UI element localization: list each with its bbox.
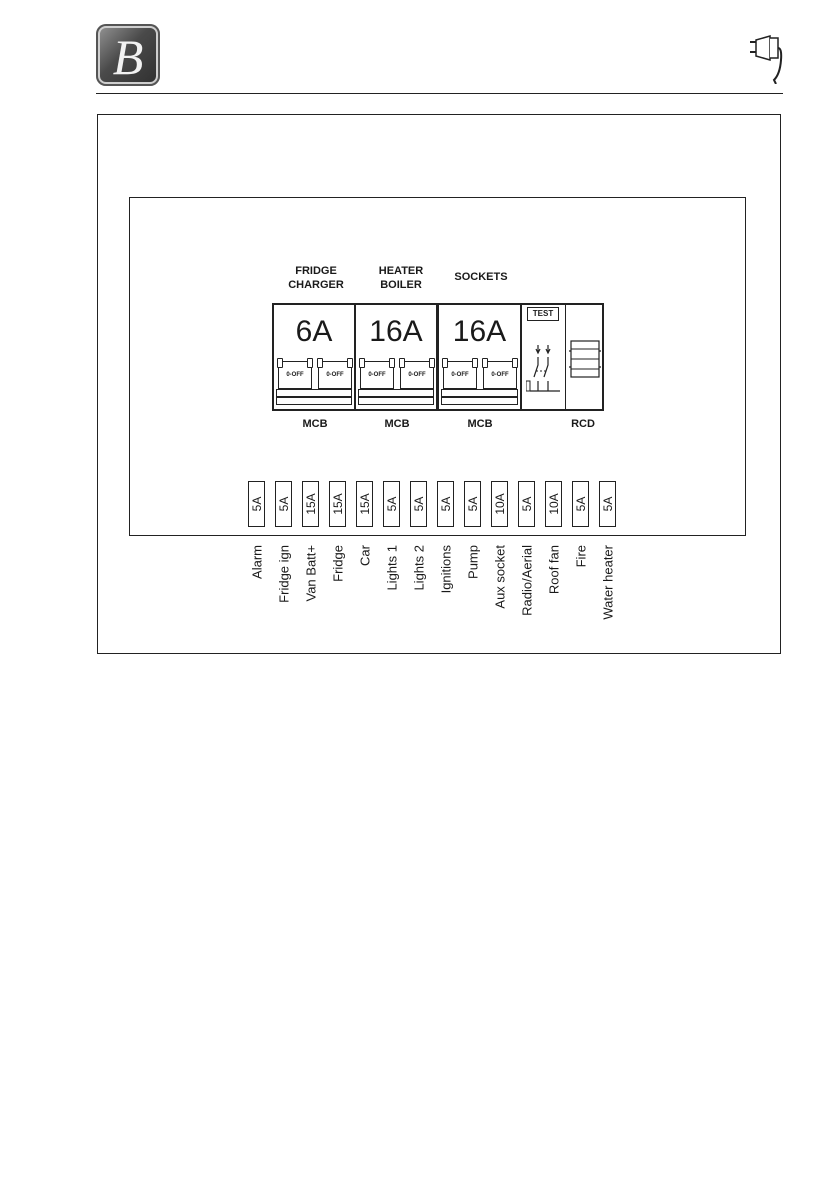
mcb-rating: 16A (452, 315, 507, 348)
fuse-circuit-label (248, 545, 265, 625)
fuse-rating: 5A (438, 496, 453, 512)
fuse[interactable] (302, 481, 319, 527)
fuse-circuit-label (356, 545, 373, 625)
b-logo (96, 24, 160, 86)
fuse[interactable] (248, 481, 265, 527)
fuse[interactable] (356, 481, 373, 527)
fuse[interactable] (572, 481, 589, 527)
fuse[interactable] (383, 481, 400, 527)
rcd-type-label: RCD (571, 418, 595, 430)
din-rail-bar (358, 397, 434, 405)
fuse-circuit-name: Lights 1 (384, 545, 399, 591)
fuse-circuit-name: Fridge (330, 545, 345, 582)
breaker-toggle-right[interactable] (318, 361, 352, 389)
mcb-unit-3 (437, 303, 522, 411)
toggle-label: 0-OFF (451, 372, 469, 378)
mcb-rating: 16A (369, 315, 423, 348)
fuse-rating: 5A (249, 496, 264, 512)
breaker-toggle-right[interactable] (400, 361, 434, 389)
breaker-type-label-1: MCB (302, 418, 328, 430)
fuse[interactable] (599, 481, 616, 527)
toggle-label: 0-OFF (491, 372, 509, 378)
toggle-label: 0-OFF (286, 372, 304, 378)
fuse-circuit-name: Water heater (600, 545, 615, 620)
mcb-unit-1 (272, 303, 356, 411)
rcd-switch-symbol-icon (526, 343, 562, 399)
fuse-rating: 5A (519, 496, 534, 512)
breaker-top-label-line1: FRIDGE (295, 265, 337, 277)
fuse[interactable] (491, 481, 508, 527)
fuse-rating: 5A (276, 496, 291, 512)
breaker-type-label-2: MCB (384, 418, 410, 430)
fuse-rating: 5A (384, 496, 399, 512)
fuse-circuit-label (329, 545, 346, 625)
fuse-rating: 10A (492, 493, 507, 515)
din-rail-bar (276, 389, 352, 397)
toggle-label: 0-OFF (408, 372, 426, 378)
breaker-top-label-3 (441, 256, 521, 284)
fuse-circuit-label (410, 545, 427, 625)
breaker-top-label-2 (361, 264, 441, 292)
din-rail-bar (358, 389, 434, 397)
fuse-circuit-name: Roof fan (546, 545, 561, 595)
breaker-top-label-line2: BOILER (380, 279, 422, 291)
rcd-unit (520, 303, 604, 411)
fuse-circuit-name: Lights 2 (411, 545, 426, 591)
fuse-circuit-name: Radio/Aerial (519, 545, 534, 616)
fuse-circuit-name: Car (357, 545, 372, 566)
fuse[interactable] (464, 481, 481, 527)
fuse-circuit-name: Fire (573, 545, 588, 568)
fuse-circuit-label (518, 545, 535, 625)
breaker-toggle-left[interactable] (278, 361, 312, 389)
breaker-top-label-line2: CHARGER (288, 279, 344, 291)
fuse-circuit-label (572, 545, 589, 625)
fuse[interactable] (545, 481, 562, 527)
fuse-rating: 15A (357, 493, 372, 515)
breaker-toggle-left[interactable] (360, 361, 394, 389)
fuse-rating: 5A (465, 496, 480, 512)
fuse[interactable] (437, 481, 454, 527)
breaker-toggle-right[interactable] (483, 361, 517, 389)
fuse-circuit-name: Van Batt+ (303, 545, 318, 602)
fuse-rating: 5A (573, 496, 588, 512)
mcb-rating: 6A (295, 315, 333, 348)
fuse-rating: 15A (303, 493, 318, 515)
logo-letter: B (112, 29, 144, 85)
breaker-top-label-line1 (441, 256, 521, 270)
toggle-label: 0-OFF (368, 372, 386, 378)
fuse-circuit-name: Alarm (249, 545, 264, 579)
breaker-top-label-1 (276, 264, 356, 292)
fuse-circuit-name: Ignitions (438, 545, 453, 594)
rcd-divider (565, 305, 566, 409)
fuse[interactable] (275, 481, 292, 527)
fuse-circuit-label (302, 545, 319, 625)
fuse-rating: 15A (330, 493, 345, 515)
header-rule (96, 93, 783, 94)
fuse-circuit-label (491, 545, 508, 625)
fuse[interactable] (518, 481, 535, 527)
breaker-top-label-line2: SOCKETS (454, 271, 508, 283)
fuse-circuit-label (464, 545, 481, 625)
fuse-circuit-label (599, 545, 616, 625)
breaker-top-label-line1: HEATER (378, 265, 424, 277)
plug-icon (748, 30, 784, 84)
fuse-circuit-label (437, 545, 454, 625)
rcd-rocker-switch[interactable] (569, 339, 601, 379)
din-rail-bar (441, 397, 518, 405)
fuse-circuit-label (275, 545, 292, 625)
toggle-label: 0-OFF (326, 372, 344, 378)
fuse-circuit-name: Pump (465, 545, 480, 579)
fuse-rating: 5A (411, 496, 426, 512)
fuse-rating: 10A (546, 493, 561, 515)
fuse-circuit-name: Fridge ign (276, 545, 291, 603)
fuse-circuit-name: Aux socket (492, 545, 507, 609)
din-rail-bar (441, 389, 518, 397)
mcb-unit-2 (354, 303, 438, 411)
breaker-type-label-3: MCB (467, 418, 493, 430)
fuse[interactable] (329, 481, 346, 527)
breaker-toggle-left[interactable] (443, 361, 477, 389)
din-rail-bar (276, 397, 352, 405)
test-button[interactable]: TEST (527, 307, 559, 321)
fuse-circuit-label (383, 545, 400, 625)
fuse-rating: 5A (600, 496, 615, 512)
fuse[interactable] (410, 481, 427, 527)
fuse-circuit-label (545, 545, 562, 625)
